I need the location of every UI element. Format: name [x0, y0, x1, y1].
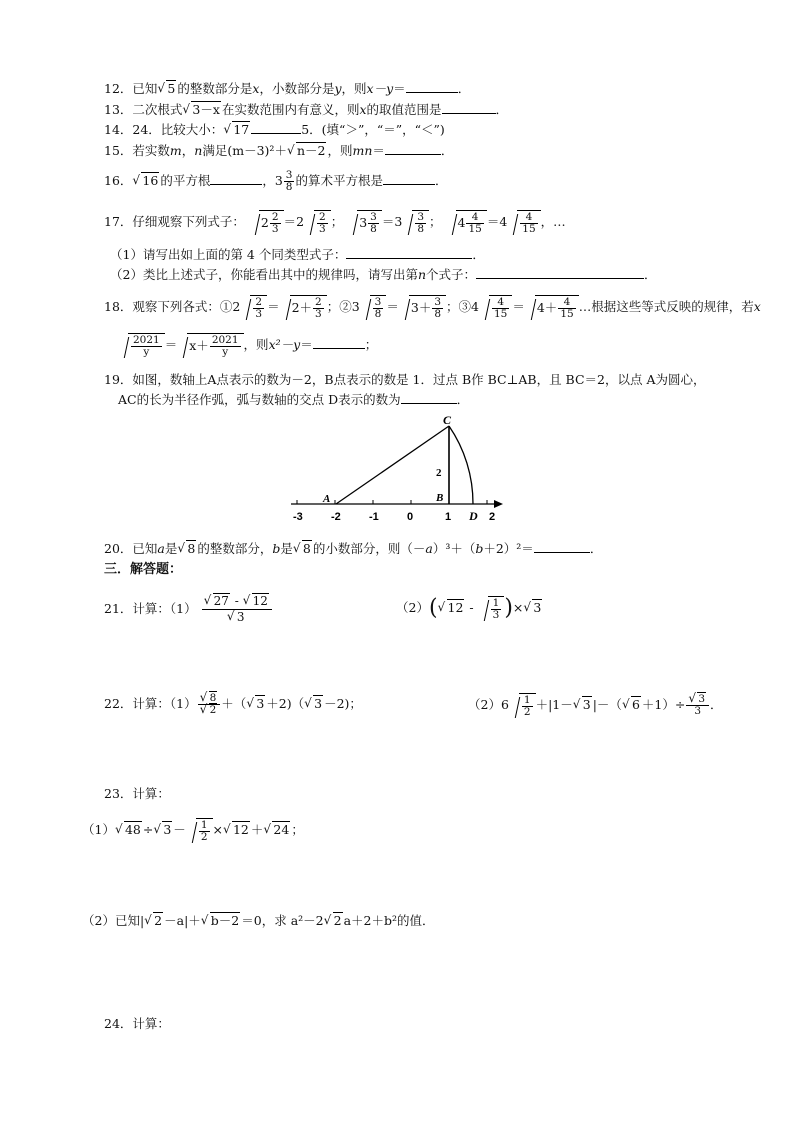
- section-heading: 三．解答题：: [104, 562, 183, 577]
- answer-blank-16a[interactable]: [210, 172, 262, 185]
- q22-part-1: 22．计算：（1） √ 8 √ 2 ＋（√ 3 ＋2)（√ 3 －2)；: [104, 693, 362, 716]
- tick-label: 2: [489, 511, 496, 523]
- answer-blank-13[interactable]: [442, 101, 496, 114]
- q17-part-2: （2）类比上述式子，你能看出其中的规律吗，请写出第n个式子： ．: [110, 267, 657, 282]
- label-b: B: [436, 492, 444, 504]
- q24-title: 24．计算：: [104, 1016, 170, 1031]
- q23-part-2: （2）已知|√ 2 －a|＋√ b－2 ＝0，求 a²－2√ 2 a＋2＋b²的值．: [82, 913, 434, 929]
- q19-line-2: AC的长为半径作弧，弧与数轴的交点 D表示的数为 ．: [118, 392, 470, 407]
- q19-line-1: 19．如图，数轴上A点表示的数为－2，B点表示的数是 1．过点 B作 BC⊥AB，且 BC＝2，以点 A为圆心，: [104, 372, 706, 387]
- q21-part-2: （2）(√ 12 - $\frac{1}{3}$ )×√ 3: [396, 596, 543, 621]
- sqrt-16: √ 16: [132, 173, 159, 189]
- q13: 13．二次根式√ 3－x 在实数范围内有意义，则x的取值范围是 ．: [104, 101, 508, 118]
- q23-part-1: （1）√ 48 ÷√ 3 － $\frac{1}{2}$ ×√ 12 ＋√ 24 ；: [82, 818, 304, 843]
- sqrt-n-minus-2: √ n－2: [287, 143, 327, 159]
- answer-blank-17b[interactable]: [476, 266, 644, 279]
- q17-expr-2: 3 $\frac{3}{8}$: [347, 210, 382, 235]
- arc-ad: [449, 426, 473, 504]
- sqrt-3-minus-x: √ 3－x: [182, 102, 221, 118]
- tick-label: 0: [407, 511, 414, 523]
- tick-label: -1: [369, 511, 379, 523]
- q17-expr-3: 4 $\frac{4}{15}$: [446, 210, 487, 235]
- label-a: A: [323, 493, 331, 505]
- answer-blank-19[interactable]: [401, 391, 457, 404]
- label-d: D: [469, 509, 478, 523]
- answer-blank-18[interactable]: [313, 336, 365, 349]
- q17-expr-1: 2 $\frac{2}{3}$: [249, 210, 284, 235]
- answer-blank-17a[interactable]: [346, 246, 472, 259]
- answer-blank-15[interactable]: [385, 142, 441, 155]
- q21-part-1: 21．计算：（1） √ 27 - √ 12 √ 3: [104, 594, 273, 625]
- q15: 15．若实数m，n满足(m－3)²＋√ n－2 ，则mn＝ ．: [104, 142, 453, 159]
- q12: 12．已知√ 5 的整数部分是x，小数部分是y，则x－y＝ ．: [104, 80, 470, 97]
- q23-title: 23．计算：: [104, 786, 170, 801]
- q14: 14．24．比较大小：√ 17 5．(填“＞”，“＝”，“＜”): [104, 121, 445, 138]
- label-c: C: [443, 413, 452, 427]
- q17: 17．仔细观察下列式子： 2 $\frac{2}{3}$ ＝2 $\frac{2}{3}$ ； 3 $\frac{3}{8}$ ＝3 $\frac{3}{8}$ ； 4 $\frac{4}{15}$ ＝4 $\frac{4}{15}$ ，…: [104, 211, 566, 235]
- tick-label: 1: [445, 511, 452, 523]
- q22-part-2: （2）6 $\frac{1}{2}$ ＋|1－√ 3 |－（√ 6 ＋1）÷ √ $\frac{3}{3}$ ．: [468, 693, 723, 718]
- answer-blank-16b[interactable]: [383, 172, 435, 185]
- q16: 16．√ 16 的平方根 ，3 $\frac{3}{8}$ 的算术平方根是 ．: [104, 170, 448, 193]
- fraction-3-8: $\frac{3}{8}$: [285, 169, 293, 193]
- answer-blank-14[interactable]: [251, 121, 301, 134]
- label-bc-length: 2: [436, 467, 442, 479]
- q18-line-2: $\frac{2021}{y}$ ＝ x＋ $\frac{2021}{y}$ ，则x²－y＝ ；: [118, 333, 377, 358]
- q20: 20．已知a是√ 8 的整数部分，b是√ 8 的小数部分，则（－a）³＋（b＋2）²＝ ．: [104, 540, 602, 557]
- answer-blank-20[interactable]: [534, 540, 590, 553]
- tick-label: -2: [331, 511, 341, 523]
- sqrt-5: √ 5: [157, 81, 176, 97]
- q18: 18．观察下列各式：①2 $\frac{2}{3}$ ＝ 2＋ $\frac{2}{3}$ ；②3 $\frac{3}{8}$ ＝ 3＋ $\frac{3}{8}$ ；③4 $\frac{4}{15}$ ＝ 4＋ $\frac{4}{15}$ …根据这些等式反映的规律，若x: [104, 296, 761, 320]
- axis-arrow-icon: [494, 500, 503, 508]
- q17-part-1: （1）请写出如上面的第 4 个同类型式子： ．: [110, 247, 485, 262]
- answer-blank-12[interactable]: [406, 80, 458, 93]
- segment-ac: [336, 426, 449, 504]
- tick-label: -3: [293, 511, 303, 523]
- number-line-figure: [283, 412, 509, 524]
- sqrt-17: √ 17: [223, 122, 250, 138]
